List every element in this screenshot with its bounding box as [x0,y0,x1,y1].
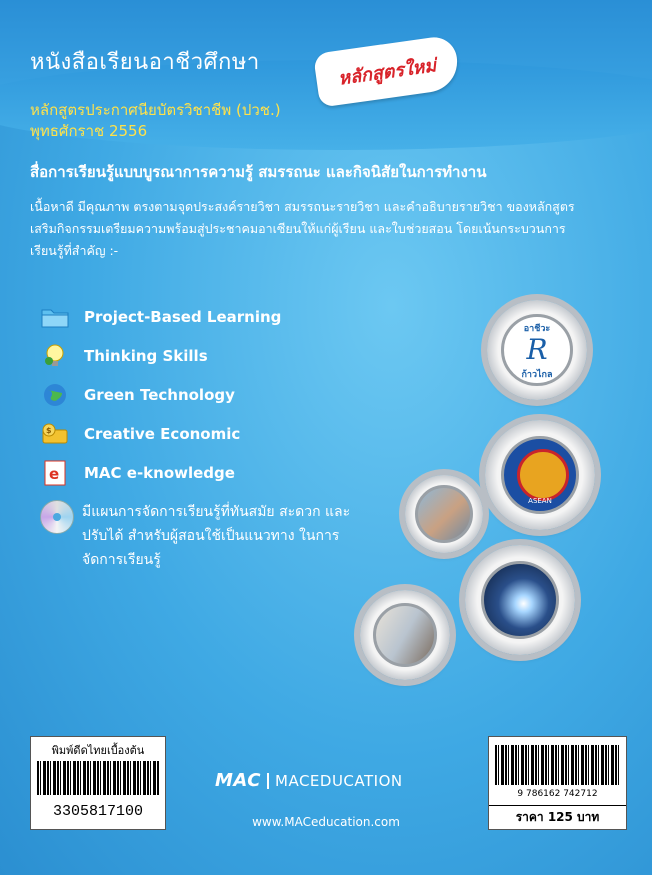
career-logo-bottom: ก้าวไกล [521,370,553,380]
svg-text:e: e [49,464,60,483]
feature-item [40,453,281,492]
office-photo [373,603,437,667]
series-title: หนังสือเรียนอาชีวศึกษา [30,50,260,75]
cd-icon [40,500,74,534]
handshake-photo [415,485,473,543]
curriculum-year: พุทธศักราช 2556 [30,122,148,140]
barcode-bars [37,761,159,795]
folder-icon [40,304,70,330]
feature-label: Project-Based Learning [84,307,282,326]
feature-list [40,297,281,492]
publisher-logo [215,770,435,791]
feature-item [40,297,281,336]
new-curriculum-badge: หลักสูตรใหม่ [313,34,461,107]
svg-text:$: $ [46,425,52,435]
publisher-name: MACEDUCATION [275,771,403,790]
curriculum-info [30,100,281,142]
gear-asean [485,420,595,530]
barcode-bars [495,745,620,785]
feature-label: MAC e-knowledge [84,463,235,482]
money-icon [40,421,70,447]
curriculum-line: หลักสูตรประกาศนียบัตรวิชาชีพ (ปวช.) [30,101,281,119]
gear-handshake [405,475,483,553]
publisher-url: www.MACeducation.com [252,815,400,829]
inventory-number: 3305817100 [52,803,143,820]
price-label: ราคา 125 บาท [489,805,626,827]
feature-item [40,375,281,414]
feature-item [40,336,281,375]
feature-label: Green Technology [84,385,235,404]
welding-photo [481,561,559,639]
feature-label: Creative Economic [84,424,241,443]
publisher-divider [267,773,269,789]
green-globe-icon [40,382,70,408]
asean-label: ASEAN [528,497,552,505]
asean-emblem-icon [517,449,569,501]
feature-item [40,414,281,453]
book-title-label: พิมพ์ดีดไทยเบื้องต้น [51,744,145,757]
gear-welding [465,545,575,655]
career-logo-top: อาชีวะ [523,324,551,334]
tagline: สื่อการเรียนรู้แบบบูรณาการความรู้ สมรรถนะ และกิจนิสัยในการทำงาน [30,163,487,181]
lightbulb-globe-icon [40,343,70,369]
gear-office [360,590,450,680]
isbn-number: 9 786162 742712 [517,789,598,799]
feature-label: Thinking Skills [84,346,208,365]
lesson-plan-text: มีแผนการจัดการเรียนรู้ที่ทันสมัย สะดวก และปรับได้ สำหรับผู้สอนใช้เป็นแนวทาง ในการจัดการเรียนรู้ [82,504,351,568]
e-book-icon [40,460,70,486]
mac-logo-mark: MAC [215,770,261,791]
description: เนื้อหาดี มีคุณภาพ ตรงตามจุดประสงค์รายวิชา สมรรถนะรายวิชา และคำอธิบายรายวิชา ของหลักสูตร เสริมกิจกรรมเตรียมความพร้อมสู่ประชาคมอาเซียนให้แก่ผู้เรียน และใบช่วยสอน โดยเน้นกระบวนการเรียนรู้ที่สำคัญ :- [30,199,575,258]
career-logo-letter: R [526,333,548,366]
gear-career-logo [487,300,587,400]
